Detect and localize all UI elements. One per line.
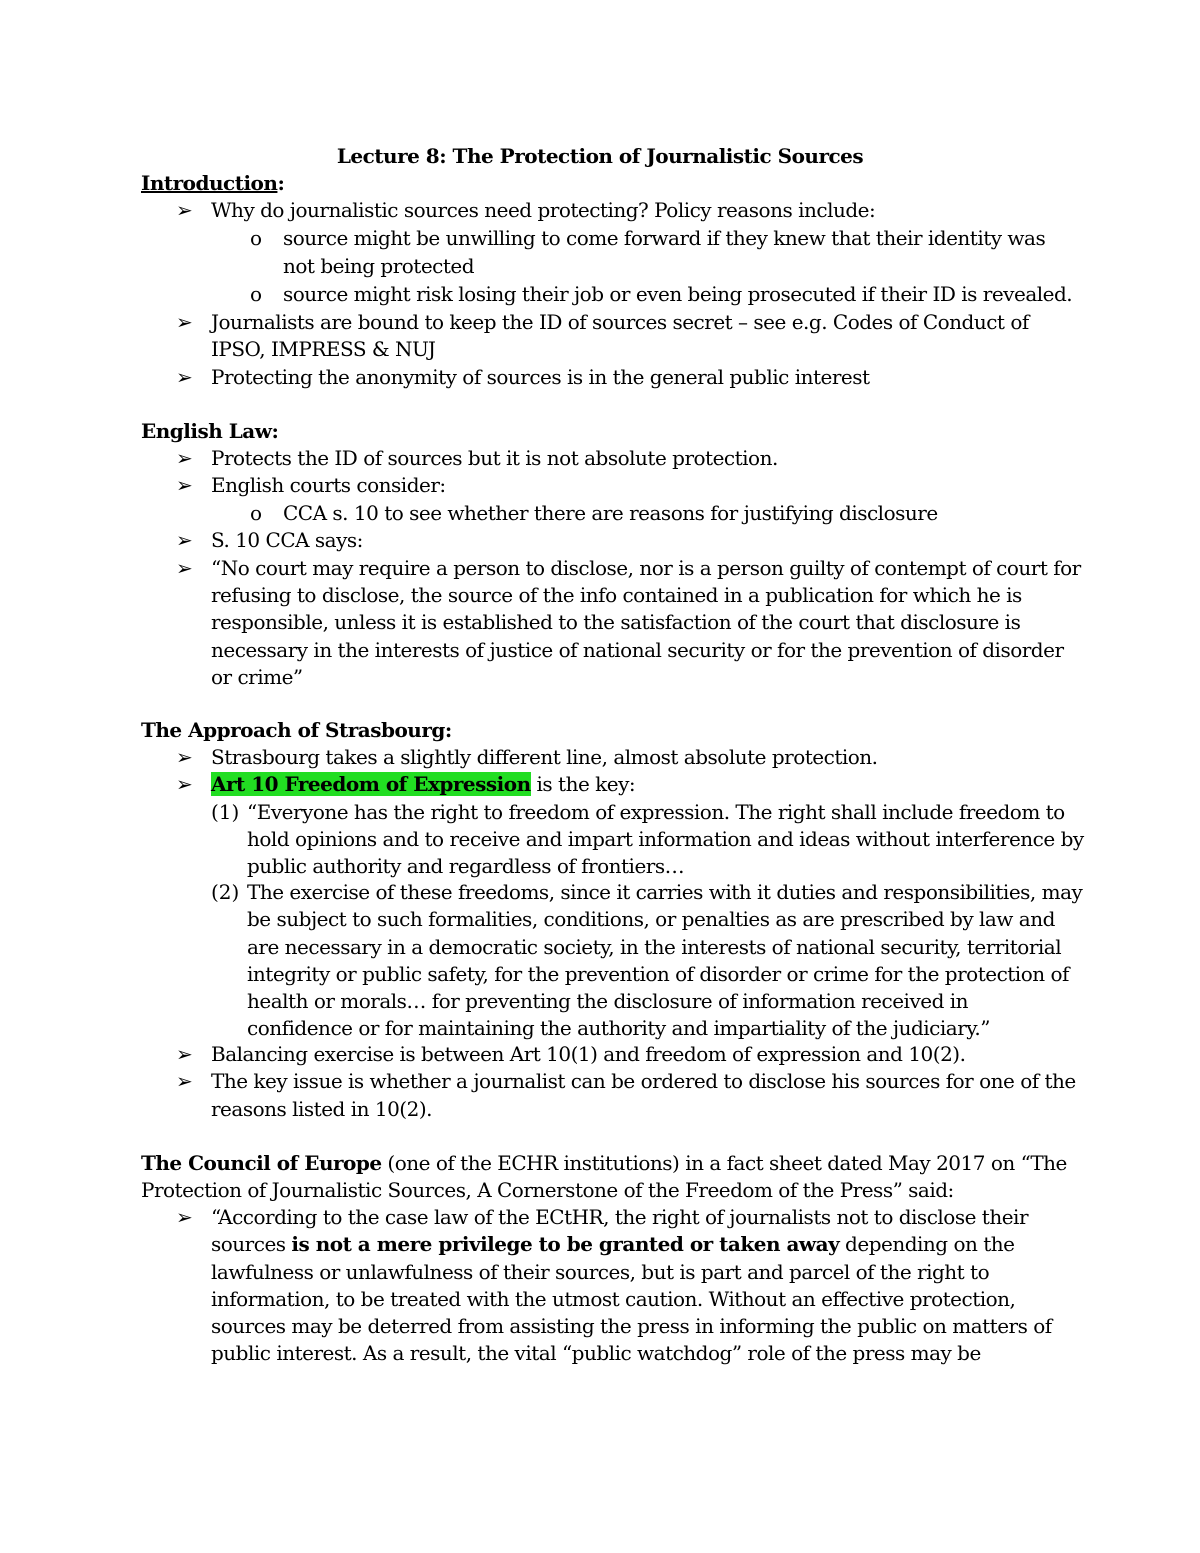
arrow-bullet-icon: ➢ (176, 365, 193, 389)
arrow-bullet-icon: ➢ (176, 1042, 193, 1066)
council-lead-rest: (one of the ECHR institutions) in a fact sheet dated May 2017 on “The (381, 1151, 1067, 1175)
quote-text: responsible, unless it is established to the satisfaction of the court that disclosure is (211, 610, 1021, 634)
sub-bullet-text: source might be unwilling to come forward if they knew that their identity was (283, 226, 1046, 250)
quote-text: refusing to disclose, the source of the info contained in a publication for which he is (211, 583, 1022, 607)
arrow-bullet-icon: ➢ (176, 1069, 193, 1093)
arrow-bullet-icon: ➢ (176, 473, 193, 497)
arrow-bullet-icon: ➢ (176, 198, 193, 222)
arrow-bullet-icon: ➢ (176, 528, 193, 552)
page-title: Lecture 8: The Protection of Journalistic Sources (336, 144, 864, 168)
quote-text: public interest. As a result, the vital “public watchdog” role of the press may be (211, 1341, 981, 1365)
council-paragraph (141, 1150, 1067, 1177)
circle-bullet-icon: o (250, 226, 263, 250)
arrow-bullet-icon: ➢ (176, 745, 193, 769)
bullet-text: Strasbourg takes a slightly different line, almost absolute protection. (211, 745, 878, 769)
sub-bullet-text: CCA s. 10 to see whether there are reasons for justifying disclosure (283, 501, 938, 525)
bullet-text: English courts consider: (211, 473, 446, 497)
bullet-text: Protecting the anonymity of sources is in the general public interest (211, 365, 870, 389)
quote-text: “According to the case law of the ECtHR, the right of journalists not to disclose their (211, 1205, 1028, 1229)
sub-bullet-text: not being protected (283, 254, 475, 278)
council-paragraph-line: Protection of Journalistic Sources, A Cornerstone of the Freedom of the Press” said: (141, 1178, 954, 1202)
council-lead: The Council of Europe (141, 1151, 382, 1175)
quote-text: lawfulness or unlawfulness of their sources, but is part and parcel of the right to (211, 1260, 990, 1284)
para2-text: are necessary in a democratic society, in the interests of national security, territorial (247, 935, 1062, 959)
list-number: (2) (211, 880, 240, 904)
introduction-heading (141, 170, 284, 197)
para1-text: “Everyone has the right to freedom of expression. The right shall include freedom to (247, 800, 1065, 824)
para2-text: health or morals… for preventing the disclosure of information received in (247, 989, 969, 1013)
bullet-text: IPSO, IMPRESS & NUJ (211, 337, 436, 361)
quote-text (211, 1231, 1015, 1258)
list-number: (1) (211, 800, 240, 824)
arrow-bullet-icon: ➢ (176, 556, 193, 580)
art10-line (211, 771, 635, 798)
quote-pre: sources (211, 1232, 292, 1256)
arrow-bullet-icon: ➢ (176, 1205, 193, 1229)
introduction-heading-text: Introduction (141, 171, 278, 195)
bullet-text: Journalists are bound to keep the ID of sources secret – see e.g. Codes of Conduct of (211, 310, 1029, 334)
arrow-bullet-icon: ➢ (176, 446, 193, 470)
quote-bold: is not a mere privilege to be granted or taken away (291, 1232, 840, 1256)
quote-text: “No court may require a person to disclose, nor is a person guilty of contempt of court for (211, 556, 1081, 580)
bullet-text: Balancing exercise is between Art 10(1) and freedom of expression and 10(2). (211, 1042, 966, 1066)
quote-text: or crime” (211, 665, 303, 689)
arrow-bullet-icon: ➢ (176, 772, 193, 796)
para2-text: be subject to such formalities, conditions, or penalties as are prescribed by law and (247, 907, 1055, 931)
para2-text: The exercise of these freedoms, since it carries with it duties and responsibilities, may (247, 880, 1083, 904)
arrow-bullet-icon: ➢ (176, 310, 193, 334)
circle-bullet-icon: o (250, 501, 263, 525)
bullet-text: Protects the ID of sources but it is not absolute protection. (211, 446, 778, 470)
para2-text: confidence or for maintaining the authority and impartiality of the judiciary.” (247, 1016, 990, 1040)
introduction-heading-colon: : (277, 171, 285, 195)
strasbourg-heading: The Approach of Strasbourg: (141, 718, 452, 742)
bullet-text: S. 10 CCA says: (211, 528, 363, 552)
bullet-text: Why do journalistic sources need protecting? Policy reasons include: (211, 198, 876, 222)
bullet-text: reasons listed in 10(2). (211, 1097, 432, 1121)
sub-bullet-text: source might risk losing their job or even being prosecuted if their ID is revealed. (283, 282, 1073, 306)
para1-text: public authority and regardless of frontiers… (247, 854, 685, 878)
quote-post: depending on the (839, 1232, 1015, 1256)
quote-text: necessary in the interests of justice of national security or for the prevention of disorder (211, 638, 1064, 662)
art10-rest: is the key: (530, 772, 636, 796)
quote-text: information, to be treated with the utmost caution. Without an effective protection, (211, 1287, 1016, 1311)
para2-text: integrity or public safety, for the prevention of disorder or crime for the protection of (247, 962, 1069, 986)
english-law-heading: English Law: (141, 419, 279, 443)
art10-highlight: Art 10 Freedom of Expression (211, 772, 531, 796)
quote-text: sources may be deterred from assisting the press in informing the public on matters of (211, 1314, 1052, 1338)
circle-bullet-icon: o (250, 282, 263, 306)
para1-text: hold opinions and to receive and impart information and ideas without interference by (247, 827, 1084, 851)
bullet-text: The key issue is whether a journalist can be ordered to disclose his sources for one of the (211, 1069, 1076, 1093)
